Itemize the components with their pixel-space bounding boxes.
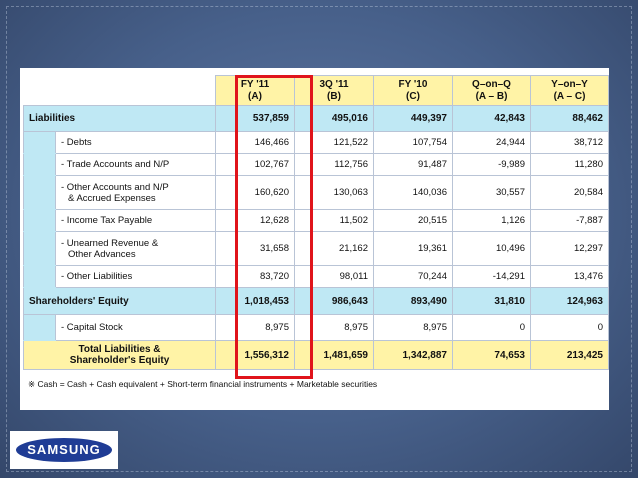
col-header-bottom: (A – B) xyxy=(475,90,508,102)
col-header-top: Y–on–Y xyxy=(551,78,588,90)
col-header-yoy xyxy=(531,76,609,106)
cell-value: 21,162 xyxy=(295,232,374,266)
col-header-top: 3Q '11 xyxy=(319,78,349,90)
col-header-top: FY '11 xyxy=(240,78,270,90)
row-label xyxy=(56,176,216,210)
row-label xyxy=(56,210,216,232)
row-label-line1: - Other Accounts and N/P xyxy=(61,181,169,193)
cell-value: 121,522 xyxy=(295,132,374,154)
col-header-bottom: (A – C) xyxy=(553,90,586,102)
cell-value: 213,425 xyxy=(531,341,609,370)
indent-cell xyxy=(24,176,56,210)
row-label-line2: Shareholder's Equity xyxy=(69,355,170,366)
cell-value: 20,584 xyxy=(531,176,609,210)
indent-cell xyxy=(24,210,56,232)
row-label xyxy=(56,266,216,288)
header-row xyxy=(24,76,609,106)
samsung-logo xyxy=(10,431,118,469)
cell-value: 8,975 xyxy=(374,315,453,341)
balance-sheet-table xyxy=(23,75,609,370)
cell-value: 88,462 xyxy=(531,106,609,132)
footnote: ※ Cash = Cash + Cash equivalent + Short-term financial instruments + Marketable securities xyxy=(28,379,378,389)
row-capital-stock xyxy=(24,315,609,341)
cell-value: 12,628 xyxy=(216,210,295,232)
cell-value: 140,036 xyxy=(374,176,453,210)
row-label-line1: - Unearned Revenue & xyxy=(61,237,159,249)
row-other-accounts xyxy=(24,176,609,210)
row-label-line1: - Income Tax Payable xyxy=(61,215,153,226)
row-label-line1: - Trade Accounts and N/P xyxy=(61,159,170,170)
col-header-bottom: (A) xyxy=(248,90,262,102)
cell-value: 10,496 xyxy=(453,232,531,266)
col-header-bottom: (B) xyxy=(327,90,341,102)
cell-value: 11,502 xyxy=(295,210,374,232)
indent-cell xyxy=(24,266,56,288)
col-header-bottom: (C) xyxy=(406,90,420,102)
row-label xyxy=(24,341,216,370)
row-liabilities xyxy=(24,106,609,132)
row-label-line1: Total Liabilities & xyxy=(78,344,161,355)
cell-value: 74,653 xyxy=(453,341,531,370)
col-header-qoq xyxy=(453,76,531,106)
cell-value: 112,756 xyxy=(295,154,374,176)
row-label-line2: & Accrued Expenses xyxy=(68,192,156,204)
cell-value: 20,515 xyxy=(374,210,453,232)
row-label xyxy=(56,154,216,176)
cell-value: 19,361 xyxy=(374,232,453,266)
cell-value: 8,975 xyxy=(216,315,295,341)
cell-value: 24,944 xyxy=(453,132,531,154)
cell-value: 102,767 xyxy=(216,154,295,176)
col-header-3q11 xyxy=(295,76,374,106)
row-shareholders-equity xyxy=(24,288,609,315)
cell-value: 130,063 xyxy=(295,176,374,210)
row-other-liabilities xyxy=(24,266,609,288)
cell-value: 893,490 xyxy=(374,288,453,315)
indent-cell xyxy=(24,232,56,266)
row-label: Liabilities xyxy=(24,106,216,132)
header-blank xyxy=(24,76,216,106)
cell-value: 146,466 xyxy=(216,132,295,154)
cell-value: 31,658 xyxy=(216,232,295,266)
cell-value: 0 xyxy=(453,315,531,341)
cell-value: -9,989 xyxy=(453,154,531,176)
cell-value: 1,018,453 xyxy=(216,288,295,315)
cell-value: 124,963 xyxy=(531,288,609,315)
cell-value: 495,016 xyxy=(295,106,374,132)
cell-value: 38,712 xyxy=(531,132,609,154)
row-trade-accounts xyxy=(24,154,609,176)
indent-cell xyxy=(24,154,56,176)
row-unearned-revenue xyxy=(24,232,609,266)
row-label-line2: Other Advances xyxy=(68,248,136,260)
cell-value: 986,643 xyxy=(295,288,374,315)
cell-value: 0 xyxy=(531,315,609,341)
row-label xyxy=(56,232,216,266)
cell-value: 1,342,887 xyxy=(374,341,453,370)
cell-value: 31,810 xyxy=(453,288,531,315)
row-label-line1: - Other Liabilities xyxy=(61,271,133,282)
col-header-top: FY '10 xyxy=(398,78,428,90)
cell-value: 42,843 xyxy=(453,106,531,132)
row-label-line1: - Debts xyxy=(61,137,92,148)
indent-cell xyxy=(24,315,56,341)
cell-value: 83,720 xyxy=(216,266,295,288)
cell-value: 1,556,312 xyxy=(216,341,295,370)
col-header-fy10 xyxy=(374,76,453,106)
cell-value: 12,297 xyxy=(531,232,609,266)
col-header-fy11 xyxy=(216,76,295,106)
row-label: Shareholders' Equity xyxy=(24,288,216,315)
cell-value: 91,487 xyxy=(374,154,453,176)
cell-value: 160,620 xyxy=(216,176,295,210)
logo-wordmark: SAMSUNG xyxy=(27,442,101,457)
row-debts xyxy=(24,132,609,154)
cell-value: -7,887 xyxy=(531,210,609,232)
row-label: - Capital Stock xyxy=(56,315,216,341)
cell-value: 98,011 xyxy=(295,266,374,288)
cell-value: 1,481,659 xyxy=(295,341,374,370)
indent-cell xyxy=(24,132,56,154)
row-income-tax xyxy=(24,210,609,232)
cell-value: 8,975 xyxy=(295,315,374,341)
cell-value: 1,126 xyxy=(453,210,531,232)
cell-value: -14,291 xyxy=(453,266,531,288)
financial-table-panel xyxy=(20,68,609,410)
row-total xyxy=(24,341,609,370)
cell-value: 537,859 xyxy=(216,106,295,132)
cell-value: 13,476 xyxy=(531,266,609,288)
row-label xyxy=(56,132,216,154)
cell-value: 70,244 xyxy=(374,266,453,288)
cell-value: 11,280 xyxy=(531,154,609,176)
cell-value: 30,557 xyxy=(453,176,531,210)
cell-value: 449,397 xyxy=(374,106,453,132)
cell-value: 107,754 xyxy=(374,132,453,154)
col-header-top: Q–on–Q xyxy=(472,78,511,90)
